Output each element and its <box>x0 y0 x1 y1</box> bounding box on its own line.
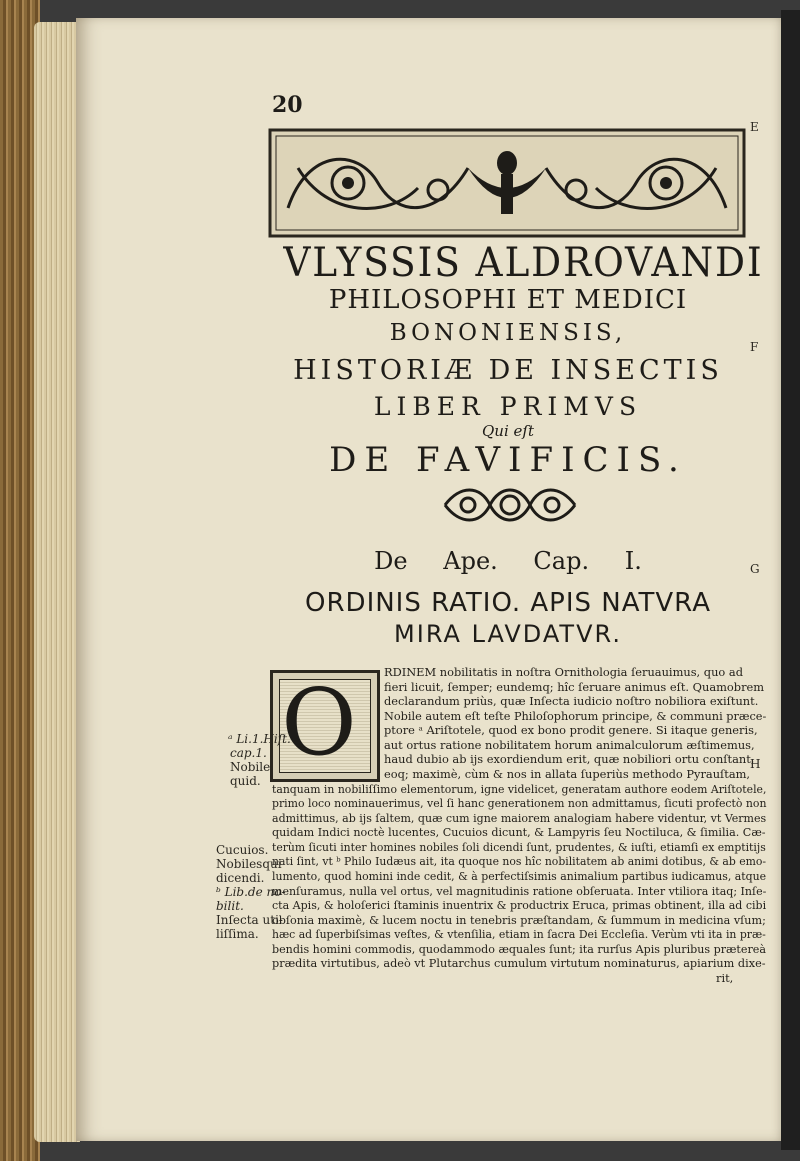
chapter-number: Cap. I. <box>533 547 642 575</box>
title-subject: DE FAVIFICIS. <box>329 440 687 480</box>
margin-note-1c: Nobile <box>230 760 271 774</box>
body-line: nati ſint, vt ᵇ Philo Iudæus ait, ita quoque nos hîc nobilitatem ab animi dotibus, & ab emo- <box>272 854 767 868</box>
drop-cap-letter: O <box>281 669 357 776</box>
body-line: Nobile autem eſt teſte Philoſophorum principe, & communi præce- <box>384 709 767 723</box>
body-line: haud dubio ab ijs exordiendum erit, quæ nobiliori ortu conſtant, <box>384 752 755 766</box>
body-line: admittimus, ab ijs ſaltem, quæ cum igne maiorem analogiam habere videntur, vt Vermes <box>272 811 767 825</box>
margin-note-1b: cap.1. <box>230 746 267 760</box>
body-line: hæc ad ſuperbiſsimas veſtes, & vtenſilia, etiam in ſacra Dei Eccleſia. Verùm vti ita in præ- <box>272 927 766 941</box>
title-qui-est: Qui eſt <box>482 422 534 440</box>
catchword: rit, <box>716 971 734 985</box>
side-letter-e: E <box>750 120 759 134</box>
body-line: cta Apis, & holoſerici ſtaminis inuentrix & productrix Eruca, primas obtinent, illa ad cibi <box>272 898 767 912</box>
margin-note-3a: Nobilesqui <box>216 857 282 871</box>
margin-note-2: Cucuios. <box>216 843 269 857</box>
margin-note-5a: Inſecta uti- <box>216 913 283 927</box>
side-letter-f: F <box>750 340 759 354</box>
body-line: declarandum priùs, quæ Inſecta iudicio noſtro nobiliora exiſtunt. <box>384 694 759 708</box>
title-author: VLYSSIS ALDROVANDI <box>283 240 764 286</box>
body-line: obſonia maximè, & lucem noctu in tenebris præſtandam, & ſummum in medicina vſum; <box>272 913 766 927</box>
side-letter-g: G <box>750 562 760 576</box>
fleuron-ornament-icon <box>440 480 580 530</box>
margin-note-4b: bilit. <box>216 899 244 913</box>
body-line: eoq; maximè, cùm & nos in allata ſuperiùs methodo Pyrauſtam, <box>384 767 751 781</box>
margin-note-1a: ᵃ Li.1.Hiſt. <box>228 732 291 746</box>
chapter-title: De Ape. <box>374 547 498 575</box>
body-line: primo loco nominauerimus, vel ſi hanc generationem non admittamus, ſicuti profectò non <box>272 796 767 810</box>
body-line: prædita virtutibus, adeò vt Plutarchus cumulum virtutum nominaturus, apiarium dixe- <box>272 956 766 970</box>
margin-note-3b: dicendi. <box>216 871 265 885</box>
body-line: ptore ᵃ Ariſtotele, quod ex bono prodit genere. Si itaque generis, <box>384 723 758 737</box>
body-line: quidam Indici noctè lucentes, Cucuios dicunt, & Lampyris ſeu Noctiluca, & ſimilia. Cæ- <box>272 825 766 839</box>
title-work: HISTORIÆ DE INSECTIS <box>293 355 723 386</box>
title-book: LIBER PRIMVS <box>373 392 643 421</box>
body-line: terùm ſicuti inter homines nobiles ſoli dicendi ſunt, prudentes, & iuſti, etiamſi ex emptitijs <box>272 840 766 854</box>
title-city: BONONIENSIS, <box>389 320 627 346</box>
margin-note-4a: ᵇ Lib.de no- <box>216 885 286 899</box>
section-title-line2: MIRA LAVDATVR. <box>394 620 622 648</box>
page-number: 20 <box>272 92 303 118</box>
body-line: menſuramus, nulla vel ortus, vel magnitudinis ratione obſeruata. Inter vtiliora itaq; Inſe- <box>272 884 767 898</box>
page-edges <box>34 22 80 1142</box>
body-line: aut ortus ratione nobilitatem horum animalculorum æſtimemus, <box>384 738 755 752</box>
section-title-line1: ORDINIS RATIO. APIS NATVRA <box>305 588 711 618</box>
drop-cap <box>270 670 380 782</box>
body-line: RDINEM nobilitatis in noſtra Ornithologia ſeruauimus, quo ad <box>384 665 743 679</box>
margin-note-5b: liſſima. <box>216 927 259 941</box>
body-line: bendis homini commodis, quodammodo æquales ſunt; ita rurſus Apis pluribus prætereà <box>272 942 766 956</box>
body-line: tanquam in nobiliſſimo elementorum, igne videlicet, generatam authore eodem Ariſtotele, <box>272 782 767 796</box>
headpiece-ornament-icon <box>268 128 746 238</box>
chapter-heading <box>268 547 748 575</box>
title-profession: PHILOSOPHI ET MEDICI <box>328 285 688 315</box>
body-line: lumento, quod homini inde cedit, & à perfectiſsimis animalium partibus iudicamus, atque <box>272 869 767 883</box>
body-line: fieri licuit, ſemper; eundemq; hîc ſeruare animus eſt. Quamobrem <box>384 680 765 694</box>
right-edge <box>781 10 800 1150</box>
side-letter-h: H <box>750 757 761 771</box>
margin-note-1d: quid. <box>230 774 261 788</box>
